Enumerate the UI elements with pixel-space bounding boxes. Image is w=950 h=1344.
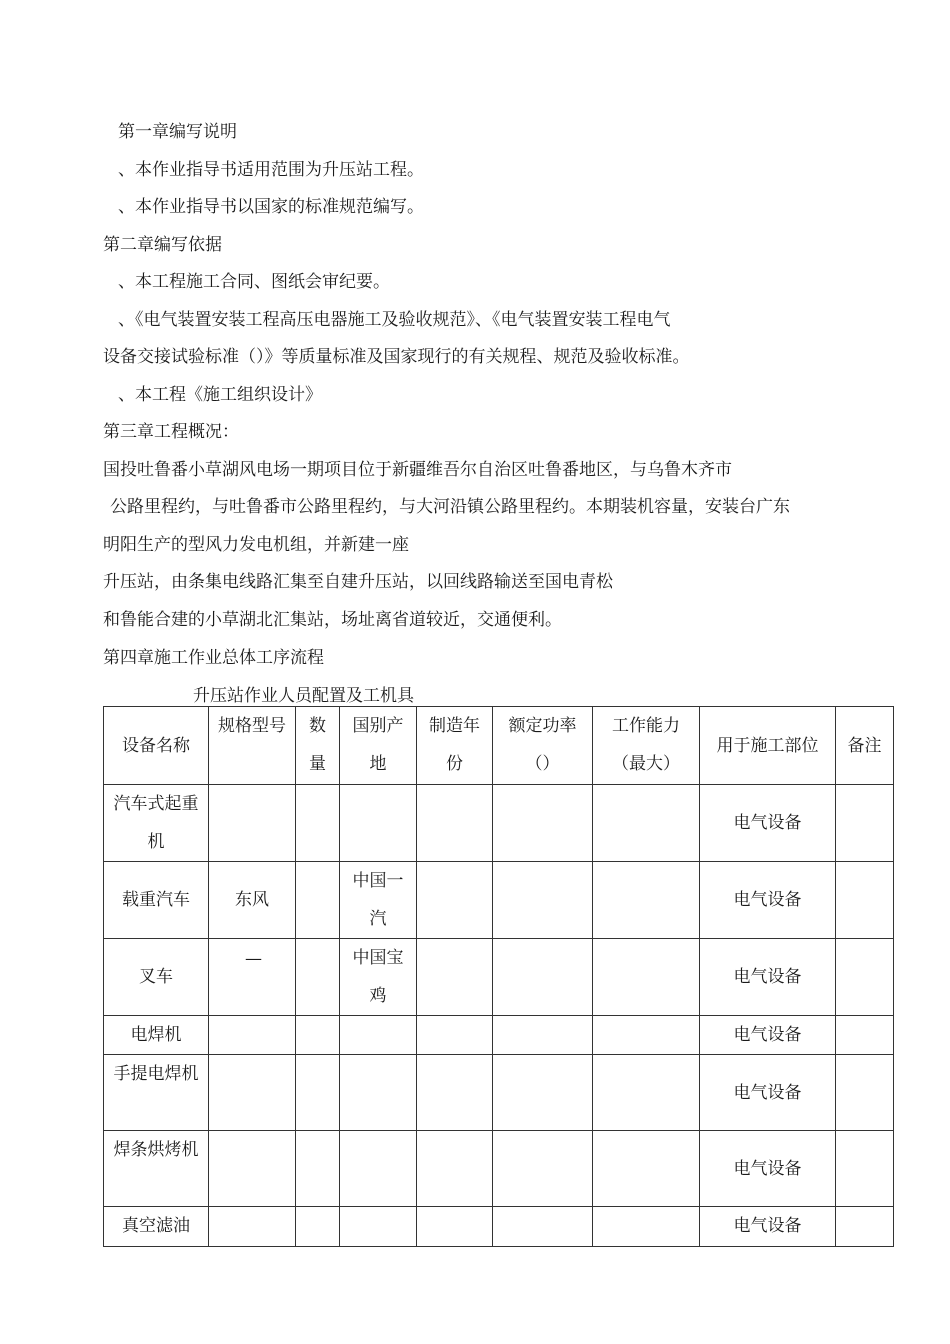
table-cell	[296, 1016, 340, 1055]
chapter-1-heading: 第一章编写说明	[118, 122, 237, 142]
table-cell: 手提电焊机	[104, 1055, 209, 1131]
header-cell: 额定功率（）	[493, 707, 593, 785]
table-cell: 电气设备	[700, 785, 836, 862]
header-cell: 数量	[296, 707, 340, 785]
table-cell	[340, 1055, 417, 1131]
table-header-row	[104, 707, 894, 785]
table-cell: 电气设备	[700, 862, 836, 939]
table-cell	[417, 862, 493, 939]
table-cell	[593, 1207, 700, 1247]
table-row	[104, 1016, 894, 1055]
table-cell	[593, 1016, 700, 1055]
table-cell	[593, 939, 700, 1016]
table-cell	[209, 785, 296, 862]
header-cell: 设备名称	[104, 707, 209, 785]
table-cell	[209, 1055, 296, 1131]
table-cell	[296, 862, 340, 939]
table-cell	[417, 1016, 493, 1055]
table-row	[104, 1055, 894, 1131]
table-cell	[296, 1055, 340, 1131]
paragraph: 、本工程《施工组织设计》	[118, 385, 322, 405]
paragraph: 、《电气装置安装工程高压电器施工及验收规范》、《电气装置安装工程电气	[118, 310, 671, 330]
table-cell	[493, 785, 593, 862]
header-cell: 备注	[836, 707, 894, 785]
table-cell	[493, 862, 593, 939]
table-cell	[593, 785, 700, 862]
table-row	[104, 939, 894, 1016]
table-cell	[836, 1131, 894, 1207]
table-cell	[417, 1131, 493, 1207]
chapter-3-heading: 第三章工程概况：	[103, 422, 239, 442]
header-cell: 制造年份	[417, 707, 493, 785]
table-cell	[493, 939, 593, 1016]
table-cell: 汽车式起重机	[104, 785, 209, 862]
header-cell: 用于施工部位	[700, 707, 836, 785]
table-cell: 叉车	[104, 939, 209, 1016]
table-cell: 焊条烘烤机	[104, 1131, 209, 1207]
table-cell: 电气设备	[700, 1016, 836, 1055]
paragraph: 设备交接试验标准（）》等质量标准及国家现行的有关规程、规范及验收标准。	[103, 347, 690, 367]
header-cell: 规格型号	[209, 707, 296, 785]
table-cell: 电焊机	[104, 1016, 209, 1055]
table-cell	[209, 1207, 296, 1247]
table-caption: 升压站作业人员配置及工机具	[193, 686, 414, 706]
chapter-4-heading: 第四章施工作业总体工序流程	[103, 648, 324, 668]
table-cell: 电气设备	[700, 1131, 836, 1207]
table-cell: 电气设备	[700, 1207, 836, 1247]
table-cell	[493, 1055, 593, 1131]
chapter-2-heading: 第二章编写依据	[103, 235, 222, 255]
table-cell	[417, 939, 493, 1016]
table-cell	[340, 1016, 417, 1055]
table-cell	[209, 1016, 296, 1055]
table-cell: 电气设备	[700, 939, 836, 1016]
table-cell: 真空滤油	[104, 1207, 209, 1247]
table-cell: 中国一汽	[340, 862, 417, 939]
table-cell: 东风	[209, 862, 296, 939]
table-row	[104, 1207, 894, 1247]
table-cell: 载重汽车	[104, 862, 209, 939]
table-cell	[493, 1131, 593, 1207]
table-cell	[417, 785, 493, 862]
table-cell	[593, 862, 700, 939]
paragraph: 升压站，由条集电线路汇集至自建升压站，以回线路输送至国电青松	[103, 572, 613, 592]
table-cell	[209, 1131, 296, 1207]
table-cell	[340, 1131, 417, 1207]
table-cell	[296, 1207, 340, 1247]
table-cell	[493, 1016, 593, 1055]
table-cell	[296, 1131, 340, 1207]
paragraph: 、本工程施工合同、图纸会审纪要。	[118, 272, 390, 292]
paragraph: 和鲁能合建的小草湖北汇集站，场址离省道较近，交通便利。	[103, 610, 562, 630]
header-cell: 工作能力（最大）	[593, 707, 700, 785]
header-cell: 国别产地	[340, 707, 417, 785]
table-row	[104, 862, 894, 939]
table-cell	[340, 1207, 417, 1247]
table-row	[104, 1131, 894, 1207]
table-cell	[296, 939, 340, 1016]
table-cell	[417, 1055, 493, 1131]
table-cell	[340, 785, 417, 862]
table-cell	[836, 1055, 894, 1131]
table-cell	[836, 1016, 894, 1055]
equipment-table	[103, 706, 894, 1247]
paragraph: 明阳生产的型风力发电机组，并新建一座	[103, 535, 409, 555]
table-cell	[296, 785, 340, 862]
table-cell: 中国宝鸡	[340, 939, 417, 1016]
table-cell	[493, 1207, 593, 1247]
paragraph: 、本作业指导书以国家的标准规范编写。	[118, 197, 424, 217]
table-cell	[836, 1207, 894, 1247]
table-cell	[417, 1207, 493, 1247]
table-cell	[593, 1055, 700, 1131]
table-cell	[836, 785, 894, 862]
paragraph: 、本作业指导书适用范围为升压站工程。	[118, 160, 424, 180]
paragraph: 公路里程约，与吐鲁番市公路里程约，与大河沿镇公路里程约。本期装机容量，安装台广东	[110, 497, 790, 517]
table-cell: —	[209, 939, 296, 1016]
table-cell	[836, 939, 894, 1016]
table-cell: 电气设备	[700, 1055, 836, 1131]
table-row	[104, 785, 894, 862]
table-cell	[593, 1131, 700, 1207]
paragraph: 国投吐鲁番小草湖风电场一期项目位于新疆维吾尔自治区吐鲁番地区，与乌鲁木齐市	[103, 460, 732, 480]
table-cell	[836, 862, 894, 939]
